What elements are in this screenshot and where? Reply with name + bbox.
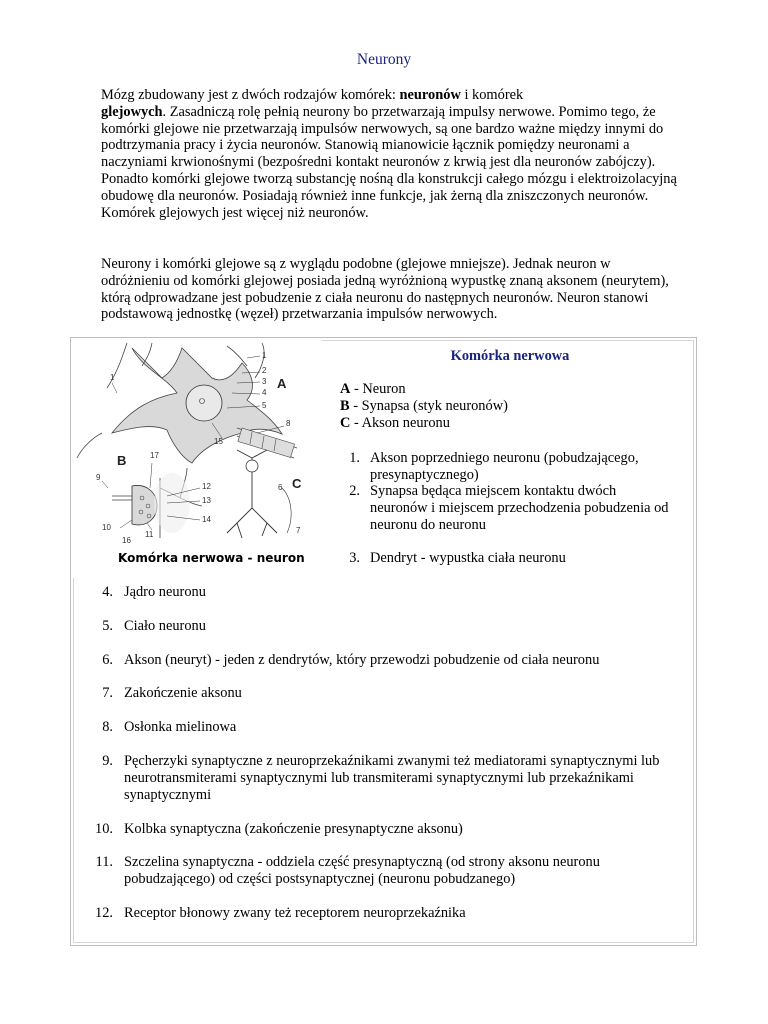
- list-item-text: Dendryt - wypustka ciała neuronu: [370, 550, 566, 566]
- legend-item-a: [340, 381, 508, 398]
- list-item-text: Osłonka mielinowa: [124, 719, 237, 735]
- list-item-text: Synapsa będąca miejscem kontaktu dwóch neuronów i miejscem przechodzenia pobudzenia od neuronu do neuronu: [370, 483, 669, 533]
- figure-label-15: 15: [214, 437, 223, 446]
- figure-letter-c: C: [292, 476, 302, 491]
- list-item-number: 7.: [102, 685, 113, 701]
- list-item-number: 3.: [349, 550, 360, 566]
- list-item-number: 8.: [102, 719, 113, 735]
- intro-lead: Mózg zbudowany jest z dwóch rodzajów komórek:: [101, 87, 400, 103]
- intro-rest: . Zasadniczą rolę pełnią neurony bo przetwarzają impulsy nerwowe. Pomimo tego, że komórki glejowe nie przetwarzają impulsów nerwowych, są one bardzo ważne między innymi do podtrzymania pracy i życia neuronów. Stanowią mianowicie łącznik pomiędzy neuronami a naczyniami krwionośnymi (bezpośredni kontakt neuronów z krwią jest dla neuronów zabójczy). Ponadto komórki glejowe tworzą substancję nośną dla konstrukcji całego mózgu i elektroizolacyjną obudowę dla neuronów. Posiadają również inne funkcje, jak żerną dla zniszczonych neuronów. Komórek glejowych jest więcej niż neuronów.: [101, 103, 677, 221]
- legend-key: B: [340, 397, 350, 414]
- list-item-text: Szczelina synaptyczna - oddziela część presynaptyczną (od strony aksonu neuronu pobudzającego) od części postsynaptycznej (neuronu pobudzanego): [124, 854, 600, 887]
- list-item-text: Receptor błonowy zwany też receptorem neuroprzekaźnika: [124, 905, 466, 921]
- figure-label-6: 6: [278, 483, 283, 492]
- list-item-number: 4.: [102, 584, 113, 600]
- list-item-number: 9.: [102, 753, 113, 769]
- figure-label-14: 14: [202, 515, 211, 524]
- figure-label-5: 5: [262, 401, 267, 410]
- figure-label-1: 1: [262, 351, 267, 360]
- legend-key: C: [340, 414, 351, 431]
- list-item-number: 6.: [102, 652, 113, 668]
- intro-bold-glial: glejowych: [101, 103, 163, 120]
- list-item-number: 11.: [95, 854, 113, 870]
- figure-label-3: 3: [262, 377, 267, 386]
- legend-key: A: [340, 381, 351, 397]
- figure-label-12: 12: [202, 482, 211, 491]
- legend-text: - Neuron: [350, 381, 406, 397]
- figure-label-4: 4: [262, 388, 267, 397]
- legend-text: - Akson neuronu: [350, 414, 450, 431]
- figure-label-7: 7: [296, 526, 301, 535]
- list-item-text: Pęcherzyki synaptyczne z neuroprzekaźnikami zwanymi też mediatorami synaptycznymi lub neurotransmiterami synaptycznymi lub transmiterami synaptycznymi lub przekaźnikami synaptycznymi: [124, 753, 660, 803]
- page-title: Neurony: [356, 51, 412, 68]
- legend-item-c: [340, 415, 508, 432]
- figure-label-1b: 1: [110, 373, 115, 382]
- list-item-number: 5.: [102, 618, 113, 634]
- list-item-text: Jądro neuronu: [124, 584, 206, 600]
- list-item-text: Akson (neuryt) - jeden z dendrytów, który przewodzi pobudzenie od ciała neuronu: [124, 652, 600, 668]
- list-item-text: Kolbka synaptyczna (zakończenie presynaptyczne aksonu): [124, 821, 463, 837]
- neuron-figure: [72, 338, 322, 578]
- legend-text: - Synapsa (styk neuronów): [349, 397, 508, 414]
- list-item-text: Akson poprzedniego neuronu (pobudzającego, presynaptycznego): [370, 450, 639, 483]
- legend-item-b: [340, 398, 508, 415]
- intro-paragraph: [101, 87, 681, 221]
- figure-label-9: 9: [96, 473, 101, 482]
- figure-letter-a: A: [277, 376, 287, 391]
- list-item-number: 1.: [349, 450, 360, 466]
- figure-label-16: 16: [122, 536, 131, 545]
- neuron-diagram-image: [72, 338, 322, 578]
- figure-label-10: 10: [102, 523, 111, 532]
- figure-label-2: 2: [262, 366, 267, 375]
- figure-letter-b: B: [117, 453, 127, 468]
- intro-bold-neurons: neuronów: [399, 87, 461, 103]
- figure-label-13: 13: [202, 496, 211, 505]
- second-paragraph: Neurony i komórki glejowe są z wyglądu podobne (glejowe mniejsze). Jednak neuron w odróżnieniu od komórki glejowej posiada jedną wyróżnioną wypustkę znaną aksonem (neurytem), którą odprowadzane jest pobudzenie z ciała neuronu do następnych neuronów. Neuron stanowi podstawową jednostkę (węzeł) przetwarzania impulsów nerwowych.: [101, 256, 669, 323]
- list-item-number: 10.: [95, 821, 113, 837]
- list-item-text: Zakończenie aksonu: [124, 685, 242, 701]
- figure-caption: Komórka nerwowa - neuron: [118, 551, 305, 565]
- list-item-number: 12.: [95, 905, 113, 921]
- intro-mid: i komórek: [460, 87, 524, 103]
- legend: [340, 381, 508, 431]
- figure-label-11: 11: [145, 530, 154, 539]
- list-item-number: 2.: [349, 483, 360, 499]
- figure-label-8: 8: [286, 419, 291, 428]
- figure-label-17: 17: [150, 451, 159, 460]
- box-title: Komórka nerwowa: [450, 348, 570, 364]
- list-item-text: Ciało neuronu: [124, 618, 206, 634]
